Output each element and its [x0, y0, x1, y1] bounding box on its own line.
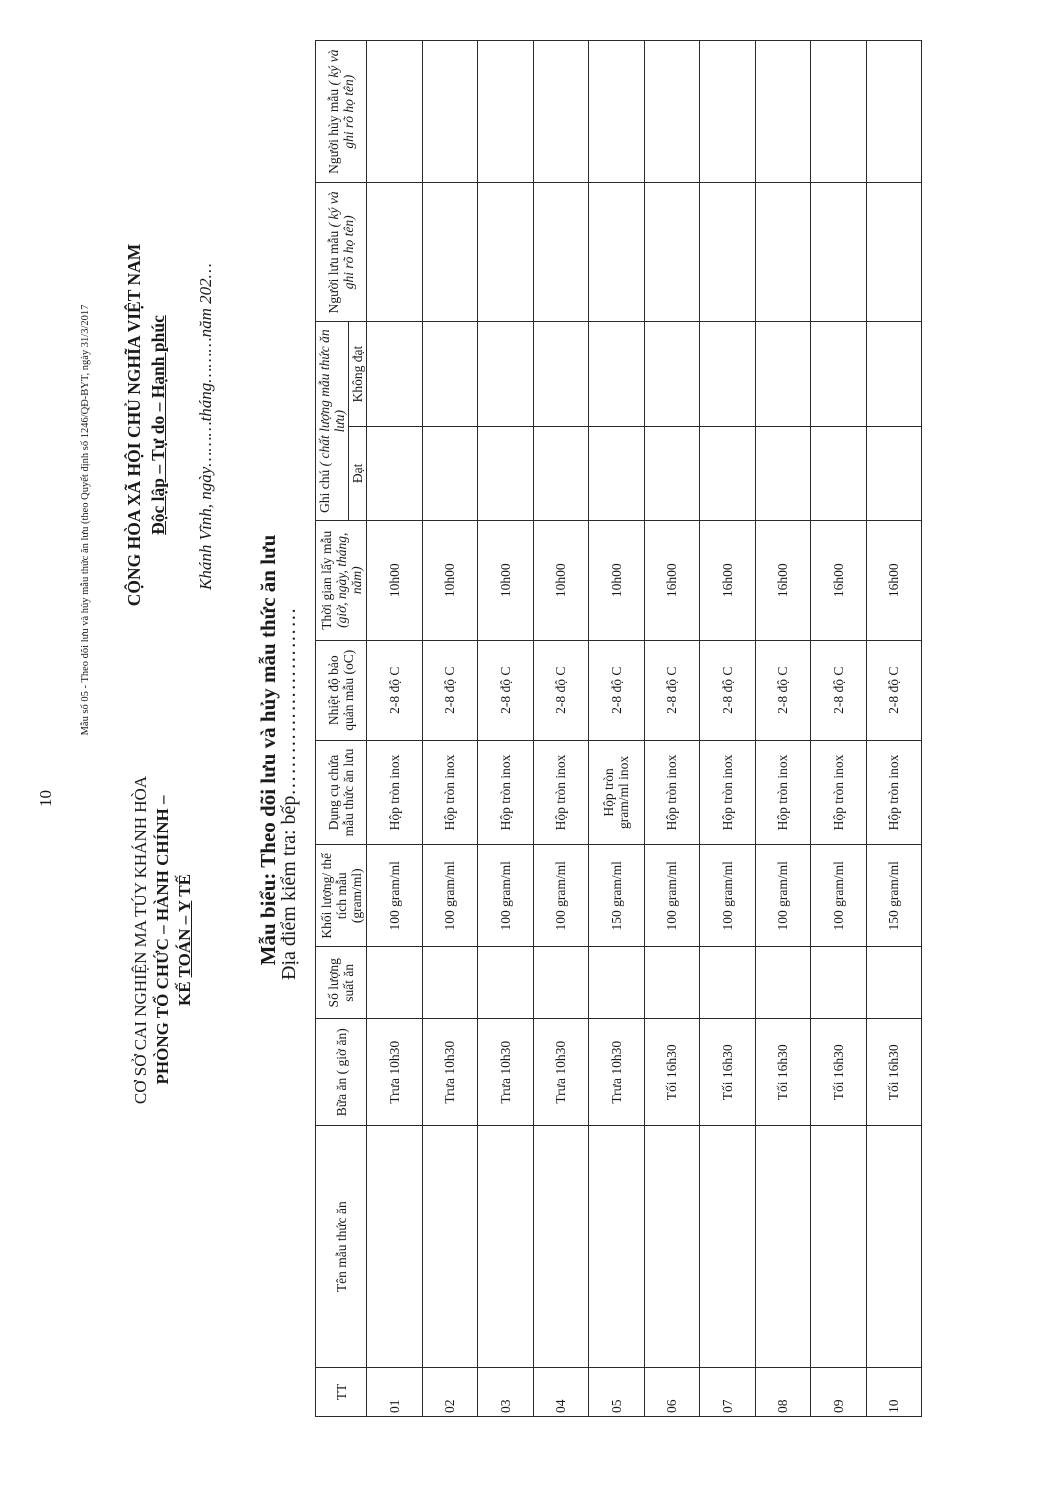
cell-tt: 06 [644, 1367, 700, 1416]
cell-container: Hộp tròn gram/ml inox [589, 740, 645, 844]
header-fail: Không đạt [349, 322, 367, 426]
header-sampling-time-detail: (giờ, ngày, tháng, năm) [333, 532, 364, 628]
cell-sampling-time: 10h00 [589, 520, 645, 640]
cell-fail [478, 322, 534, 426]
cell-tt: 07 [700, 1367, 756, 1416]
cell-volume: 150 gram/ml [866, 845, 922, 947]
cell-sample-name [811, 1126, 867, 1367]
table-row [866, 41, 922, 1417]
table-row [811, 41, 867, 1417]
department-prefix: KẾ [175, 977, 194, 1006]
cell-sampling-time: 10h00 [533, 520, 589, 640]
header-portions: Số lượng suất ăn [316, 947, 367, 1019]
cell-fail [533, 322, 589, 426]
cell-temperature: 2-8 độ C [700, 640, 756, 740]
cell-sample-destroyer [755, 41, 811, 183]
header-sampling-time-main: Thời gian lấy mẫu [318, 530, 334, 630]
cell-sampling-time: 16h00 [644, 520, 700, 640]
cell-sample-name [422, 1126, 478, 1367]
cell-tt: 03 [478, 1367, 534, 1416]
department-name-line1: PHÒNG TỔ CHỨC – HÀNH CHÍNH – [153, 795, 172, 1085]
header-keeper-detail: ( ký và ghi rõ họ tên) [326, 191, 356, 290]
cell-temperature: 2-8 độ C [866, 640, 922, 740]
cell-sample-keeper [700, 183, 756, 322]
form-title: Mẫu biểu: Theo dõi lưu và hủy mẫu thức ăn lưu [256, 534, 280, 966]
cell-volume: 100 gram/ml [533, 845, 589, 947]
national-name: CỘNG HÒA XÃ HỘI CHỦ NGHĨA VIỆT NAM [124, 243, 144, 607]
cell-tt: 04 [533, 1367, 589, 1416]
header-pass: Đạt [349, 426, 367, 520]
cell-tt: 05 [589, 1367, 645, 1416]
cell-fail [422, 322, 478, 426]
cell-fail [367, 322, 423, 426]
header-sample-destroyer [316, 41, 367, 183]
cell-container: Hộp tròn inox [700, 740, 756, 844]
table-row [533, 41, 589, 1417]
cell-sampling-time: 16h00 [811, 520, 867, 640]
header-notes-detail: ( chất lượng mẫu thức ăn lưu) [317, 329, 347, 467]
header-meal: Bữa ăn ( giờ ăn) [316, 1019, 367, 1126]
cell-sampling-time: 16h00 [700, 520, 756, 640]
cell-sample-name [589, 1126, 645, 1367]
organization-name: CƠ SỞ CAI NGHIỆN MA TÚY KHÁNH HÒA [131, 775, 150, 1105]
cell-pass [811, 426, 867, 520]
cell-pass [755, 426, 811, 520]
cell-sample-name [367, 1126, 423, 1367]
header-sample-keeper [316, 183, 367, 322]
header-container: Dụng cụ chứa mẫu thức ăn lưu [316, 740, 367, 844]
cell-volume: 100 gram/ml [700, 845, 756, 947]
cell-pass [700, 426, 756, 520]
header-tt: TT [316, 1367, 367, 1416]
department-underlined: TOÁN – Y [175, 900, 194, 978]
cell-sample-name [755, 1126, 811, 1367]
header-notes [316, 322, 349, 520]
cell-sample-destroyer [866, 41, 922, 183]
cell-volume: 100 gram/ml [367, 845, 423, 947]
cell-tt: 02 [422, 1367, 478, 1416]
cell-sample-destroyer [533, 41, 589, 183]
cell-meal: Trưa 10h30 [422, 1019, 478, 1126]
cell-temperature: 2-8 độ C [589, 640, 645, 740]
cell-sample-destroyer [589, 41, 645, 183]
cell-temperature: 2-8 độ C [755, 640, 811, 740]
table-row [700, 41, 756, 1417]
cell-sample-keeper [478, 183, 534, 322]
cell-container: Hộp tròn inox [533, 740, 589, 844]
cell-sample-keeper [644, 183, 700, 322]
cell-pass [478, 426, 534, 520]
table-row [644, 41, 700, 1417]
cell-container: Hộp tròn inox [422, 740, 478, 844]
header-destroyer-detail: ( ký và ghi rõ họ tên) [326, 49, 356, 149]
cell-portions [811, 947, 867, 1019]
cell-volume: 100 gram/ml [422, 845, 478, 947]
sample-log-table [315, 40, 922, 1417]
table-header-row [316, 41, 349, 1417]
cell-sampling-time: 10h00 [478, 520, 534, 640]
cell-meal: Trưa 10h30 [589, 1019, 645, 1126]
table-row [478, 41, 534, 1417]
table-row [589, 41, 645, 1417]
header-temperature: Nhiệt độ bảo quản mẫu (oC) [316, 640, 367, 740]
cell-sample-keeper [866, 183, 922, 322]
table-row [422, 41, 478, 1417]
cell-temperature: 2-8 độ C [811, 640, 867, 740]
cell-meal: Trưa 10h30 [533, 1019, 589, 1126]
cell-sample-destroyer [367, 41, 423, 183]
header-sample-name: Tên mẫu thức ăn [316, 1126, 367, 1367]
department-name-line2 [174, 620, 196, 1260]
location-dots: ……………………… [278, 606, 300, 796]
cell-sample-destroyer [811, 41, 867, 183]
cell-meal: Trưa 10h30 [478, 1019, 534, 1126]
cell-meal: Tối 16h30 [644, 1019, 700, 1126]
cell-sample-name [700, 1126, 756, 1367]
cell-sampling-time: 16h00 [755, 520, 811, 640]
cell-container: Hộp tròn inox [367, 740, 423, 844]
cell-pass [589, 426, 645, 520]
department-suffix: TẾ [175, 874, 194, 901]
cell-tt: 10 [866, 1367, 922, 1416]
cell-volume: 100 gram/ml [478, 845, 534, 947]
cell-sample-keeper [755, 183, 811, 322]
cell-container: Hộp tròn inox [478, 740, 534, 844]
cell-pass [866, 426, 922, 520]
cell-portions [478, 947, 534, 1019]
cell-sample-name [533, 1126, 589, 1367]
national-header [122, 175, 170, 675]
table-row [755, 41, 811, 1417]
cell-portions [755, 947, 811, 1019]
location-label: Địa điểm kiểm tra: bếp [278, 795, 300, 980]
cell-sample-keeper [367, 183, 423, 322]
cell-sample-name [478, 1126, 534, 1367]
cell-meal: Tối 16h30 [811, 1019, 867, 1126]
cell-fail [755, 322, 811, 426]
organization-header [130, 620, 196, 1260]
page-number: 10 [36, 790, 55, 807]
cell-fail [811, 322, 867, 426]
cell-portions [589, 947, 645, 1019]
cell-volume: 100 gram/ml [644, 845, 700, 947]
cell-tt: 08 [755, 1367, 811, 1416]
cell-fail [866, 322, 922, 426]
cell-fail [644, 322, 700, 426]
cell-pass [367, 426, 423, 520]
cell-sample-keeper [533, 183, 589, 322]
header-sampling-time [316, 520, 367, 640]
cell-sampling-time: 10h00 [367, 520, 423, 640]
cell-temperature: 2-8 độ C [533, 640, 589, 740]
cell-pass [533, 426, 589, 520]
cell-sample-destroyer [644, 41, 700, 183]
date-line: Khánh Vĩnh, ngày………tháng………năm 202… [196, 263, 215, 590]
header-volume: Khối lượng/ thể tích mẫu (gram/ml) [316, 845, 367, 947]
header-notes-main: Ghi chú [317, 469, 332, 513]
cell-temperature: 2-8 độ C [367, 640, 423, 740]
cell-meal: Trưa 10h30 [367, 1019, 423, 1126]
cell-sample-destroyer [700, 41, 756, 183]
cell-temperature: 2-8 độ C [422, 640, 478, 740]
cell-sample-name [866, 1126, 922, 1367]
cell-fail [589, 322, 645, 426]
cell-volume: 150 gram/ml [589, 845, 645, 947]
cell-sample-destroyer [422, 41, 478, 183]
cell-volume: 100 gram/ml [755, 845, 811, 947]
cell-sample-keeper [589, 183, 645, 322]
cell-container: Hộp tròn inox [644, 740, 700, 844]
cell-temperature: 2-8 độ C [644, 640, 700, 740]
inspection-location [278, 340, 301, 980]
cell-sample-destroyer [478, 41, 534, 183]
cell-pass [644, 426, 700, 520]
cell-meal: Tối 16h30 [866, 1019, 922, 1126]
cell-portions [700, 947, 756, 1019]
form-reference-note: Mẫu số 05 - Theo dõi lưu và hủy mẫu thức ăn lưu (theo Quyết định số 1246/QĐ-BYT, ngày 31/3/2017 [80, 304, 91, 736]
cell-container: Hộp tròn inox [811, 740, 867, 844]
cell-container: Hộp tròn inox [866, 740, 922, 844]
cell-portions [422, 947, 478, 1019]
header-destroyer-main: Người hủy mẫu [326, 88, 341, 174]
cell-fail [700, 322, 756, 426]
cell-sampling-time: 16h00 [866, 520, 922, 640]
cell-portions [644, 947, 700, 1019]
cell-tt: 01 [367, 1367, 423, 1416]
cell-sampling-time: 10h00 [422, 520, 478, 640]
cell-pass [422, 426, 478, 520]
cell-tt: 09 [811, 1367, 867, 1416]
table-row [367, 41, 423, 1417]
table-body [367, 41, 922, 1417]
cell-temperature: 2-8 độ C [478, 640, 534, 740]
cell-portions [533, 947, 589, 1019]
cell-portions [367, 947, 423, 1019]
cell-portions [866, 947, 922, 1019]
cell-meal: Tối 16h30 [700, 1019, 756, 1126]
cell-volume: 100 gram/ml [811, 845, 867, 947]
cell-sample-keeper [422, 183, 478, 322]
cell-container: Hộp tròn inox [755, 740, 811, 844]
cell-sample-keeper [811, 183, 867, 322]
cell-meal: Tối 16h30 [755, 1019, 811, 1126]
national-motto: Độc lập – Tự do – Hạnh phúc [148, 315, 168, 535]
cell-sample-name [644, 1126, 700, 1367]
header-keeper-main: Người lưu mẫu [326, 230, 341, 314]
